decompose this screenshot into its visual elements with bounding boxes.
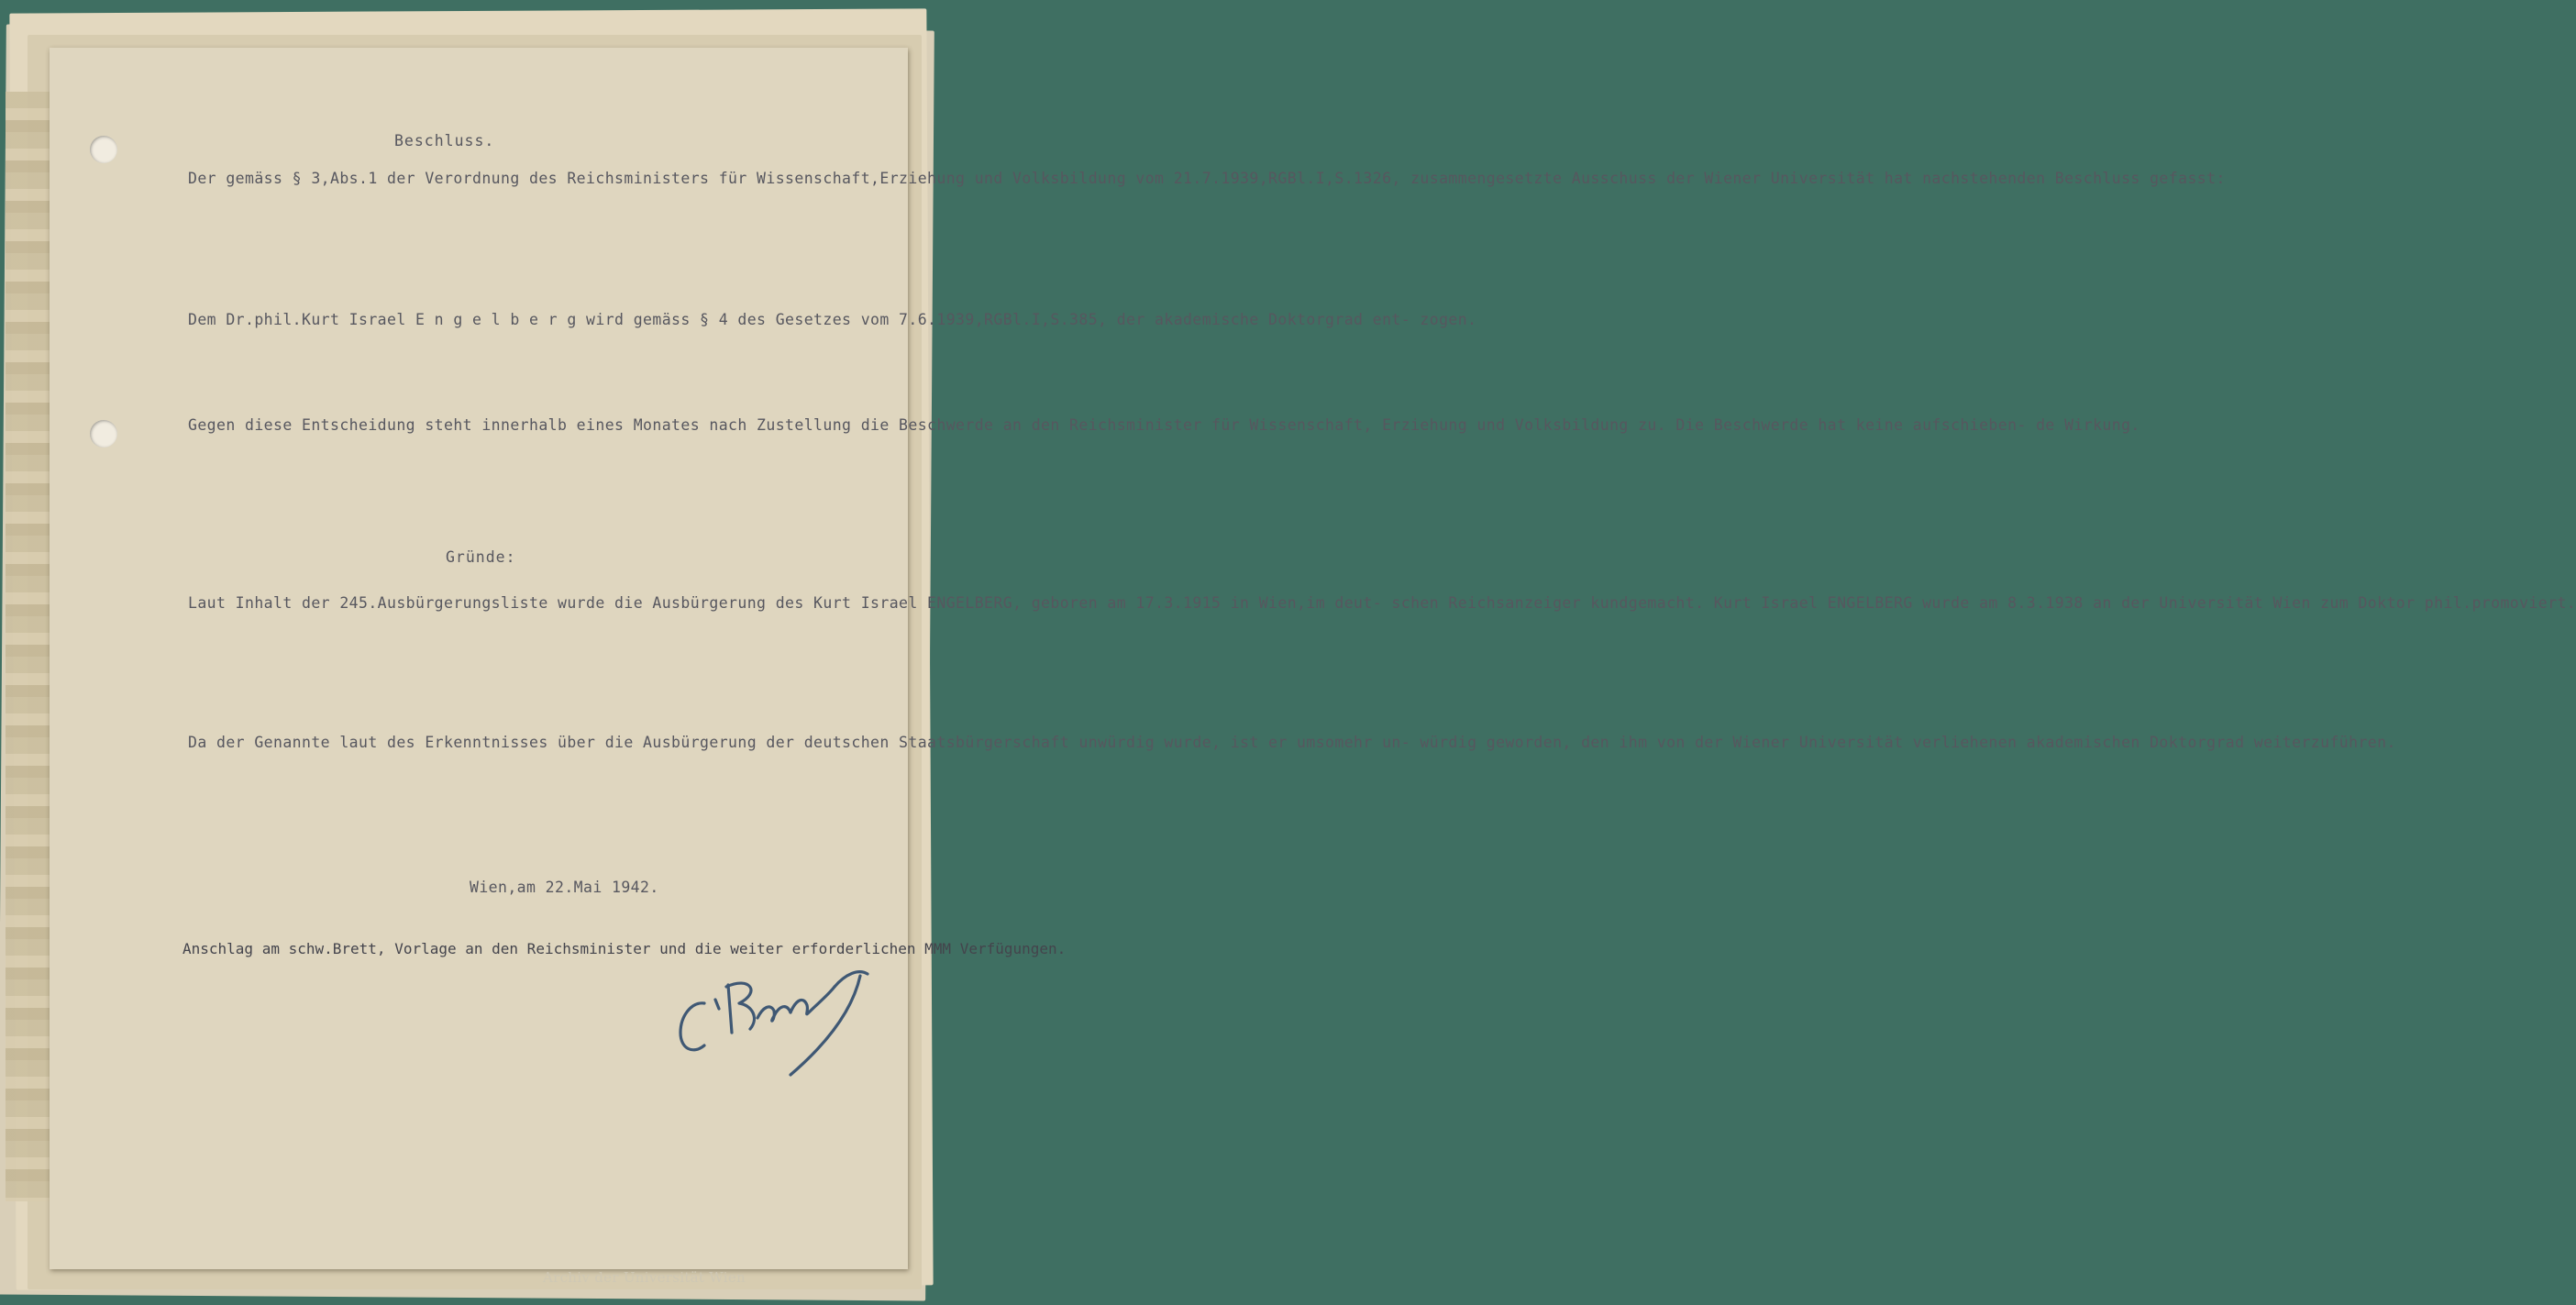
punch-hole — [90, 420, 117, 448]
decision-paragraph: Dem Dr.phil.Kurt Israel E n g e l b e r g wird gemäss § 4 des Gesetzes vom 7.6.1939,RGBl.I,S.385, der akademische Doktorgrad ent- zogen. — [188, 311, 1477, 328]
punch-hole — [90, 136, 117, 163]
place-and-date: Wien,am 22.Mai 1942. — [470, 879, 659, 896]
reasons-paragraph: Laut Inhalt der 245.Ausbürgerungsliste wurde die Ausbürgerung des Kurt Israel ENGELBERG, geboren am 17.3.1915 in Wien,im deut- schen Reichsanzeiger kundgemacht. Kurt Israel ENGELBERG wurde am 8.3.1938 an der Universität Wien zum Doktor phil.promoviert. — [188, 594, 2576, 612]
archive-watermark: Archiv der Universität Wien — [543, 1269, 746, 1286]
document-page — [50, 48, 2576, 1269]
distribution-note: Anschlag am schw.Brett, Vorlage an den Reichsminister und die weiter erforderlichen MMM Verfügungen. — [182, 940, 1067, 957]
torn-paper-edge — [6, 92, 53, 1201]
handwritten-signature — [666, 926, 886, 1082]
document-heading: Beschluss. — [394, 132, 495, 149]
appeal-notice-paragraph: Gegen diese Entscheidung steht innerhalb eines Monates nach Zustellung die Beschwerde an den Reichsminister für Wissenschaft, Erziehung und Volksbildung zu. Die Beschwerde hat keine aufschieben- de Wirkung. — [188, 416, 2140, 434]
reasons-heading: Gründe: — [446, 548, 516, 566]
reasons-paragraph: Da der Genannte laut des Erkenntnisses über die Ausbürgerung der deutschen Staatsbürgerschaft unwürdig wurde, ist er umsomehr un- würdig geworden, den ihm von der Wiener Universität verliehenen akademischen Doktorgrad weiterzuführen. — [188, 734, 2396, 751]
resolution-intro-paragraph: Der gemäss § 3,Abs.1 der Verordnung des Reichsministers für Wissenschaft,Erziehung und Volksbildung vom 21.7.1939,RGBl.I,S.1326, zusammengesetzte Ausschuss der Wiener Universität hat nachstehenden Beschluss gefasst: — [188, 170, 2226, 187]
